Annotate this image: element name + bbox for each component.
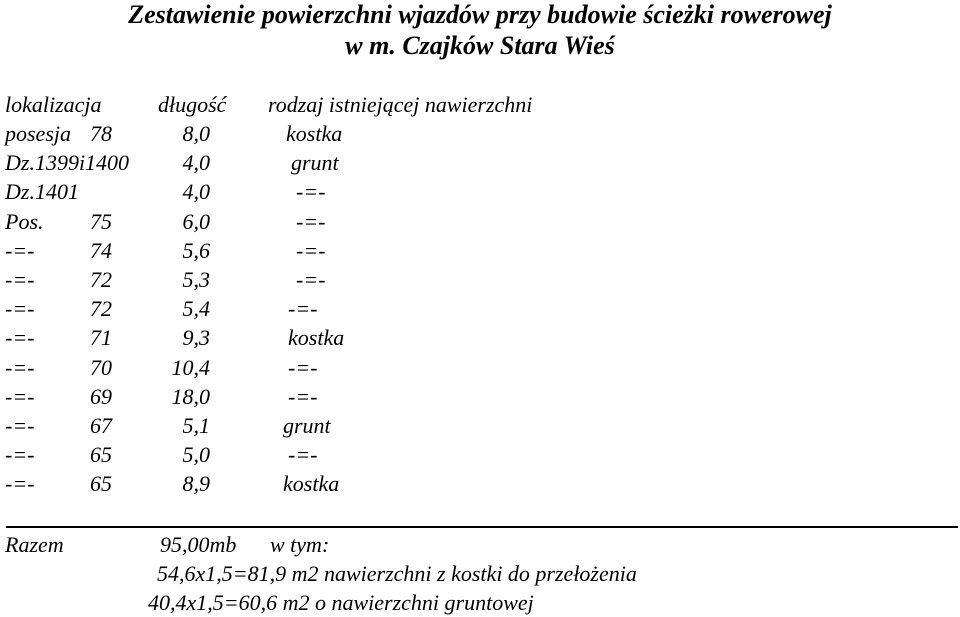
row-location-number: 69 <box>90 384 112 409</box>
row-location-number: 74 <box>90 238 112 263</box>
row-location: Dz.1399i1400 <box>5 150 130 175</box>
row-surface: kostka <box>286 121 343 146</box>
row-length: 8,9 <box>182 471 210 496</box>
row-length: 8,0 <box>182 121 210 146</box>
row-surface: -=- <box>296 179 326 204</box>
summary-line-ground: 40,4x1,5=60,6 m2 o nawierzchni gruntowej <box>148 590 534 615</box>
summary-line-paving: 54,6x1,5=81,9 m2 nawierzchni z kostki do przełożenia <box>157 561 637 586</box>
row-location-number: 65 <box>90 442 112 467</box>
row-location: posesja <box>5 121 71 146</box>
row-length: 10,4 <box>171 355 210 380</box>
row-location-number: 71 <box>90 325 112 350</box>
row-location: -=- <box>5 267 35 292</box>
row-length: 5,1 <box>182 413 210 438</box>
row-length: 5,0 <box>182 442 210 467</box>
row-length: 4,0 <box>182 150 210 175</box>
row-surface: -=- <box>288 355 318 380</box>
row-location-number: 75 <box>90 209 112 234</box>
row-location: -=- <box>5 384 35 409</box>
row-surface: -=- <box>296 238 326 263</box>
header-length: długość <box>158 92 227 117</box>
row-surface: grunt <box>291 150 339 175</box>
row-location: Dz.1401 <box>5 179 79 204</box>
row-location-number: 70 <box>90 355 112 380</box>
row-location: -=- <box>5 471 35 496</box>
row-surface: grunt <box>283 413 331 438</box>
row-length: 5,4 <box>182 296 210 321</box>
row-surface: -=- <box>288 442 318 467</box>
row-location: -=- <box>5 296 35 321</box>
header-surface-type: rodzaj istniejącej nawierzchni <box>268 92 533 117</box>
row-location-number: 78 <box>90 121 112 146</box>
document-title-line1: Zestawienie powierzchni wjazdów przy budowie ścieżki rowerowej <box>128 0 832 29</box>
row-length: 5,3 <box>182 267 210 292</box>
header-location: lokalizacja <box>5 92 102 117</box>
row-length: 9,3 <box>182 325 210 350</box>
row-length: 18,0 <box>171 384 210 409</box>
row-length: 5,6 <box>182 238 210 263</box>
row-location: -=- <box>5 325 35 350</box>
row-surface: kostka <box>283 471 340 496</box>
document-title-line2: w m. Czajków Stara Wieś <box>345 31 615 60</box>
row-location-number: 67 <box>90 413 112 438</box>
row-location: -=- <box>5 442 35 467</box>
row-surface: kostka <box>288 325 345 350</box>
row-surface: -=- <box>296 209 326 234</box>
row-surface: -=- <box>288 384 318 409</box>
row-location-number: 72 <box>90 296 112 321</box>
row-location: -=- <box>5 238 35 263</box>
summary-label: Razem <box>5 532 64 557</box>
row-location: -=- <box>5 355 35 380</box>
row-surface: -=- <box>296 267 326 292</box>
row-location: Pos. <box>5 209 44 234</box>
row-location-number: 72 <box>90 267 112 292</box>
row-location-number: 65 <box>90 471 112 496</box>
summary-divider <box>6 526 958 528</box>
row-surface: -=- <box>288 296 318 321</box>
row-location: -=- <box>5 413 35 438</box>
row-length: 4,0 <box>182 179 210 204</box>
row-length: 6,0 <box>182 209 210 234</box>
summary-total: 95,00mb <box>160 532 237 557</box>
summary-of-which: w tym: <box>270 532 330 557</box>
